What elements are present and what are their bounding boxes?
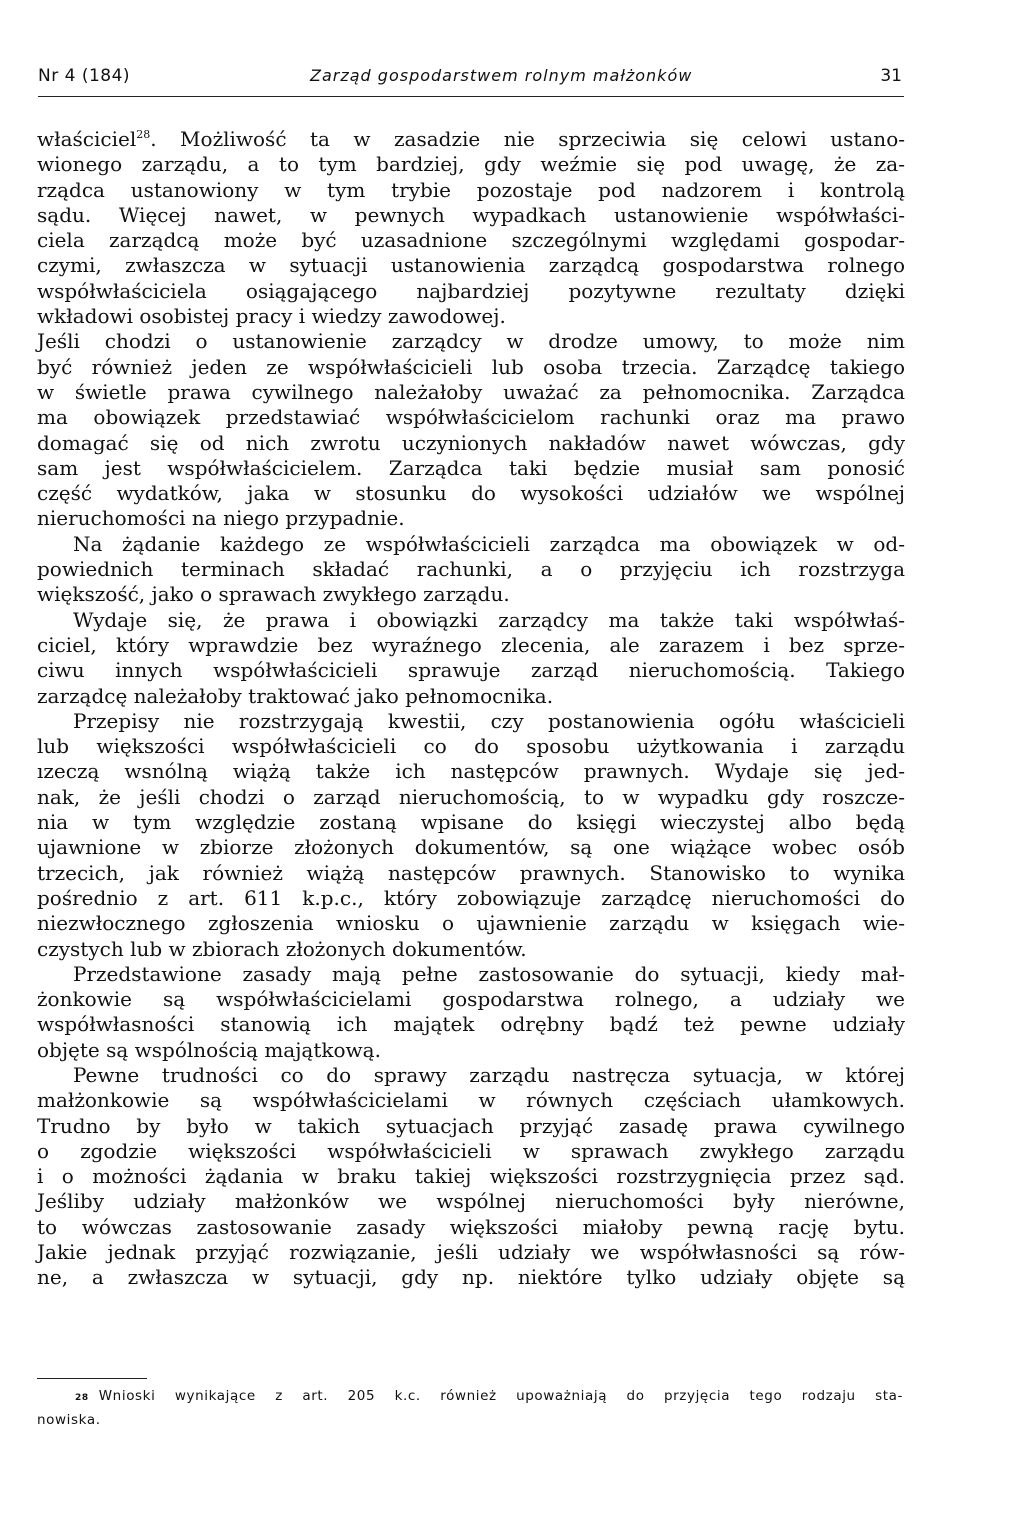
text-line: Pewne trudności co do sprawy zarządu nastręcza sytuacja, w której [73,1062,905,1087]
footnote-text: Wnioski wynikające z art. 205 k.c. również upoważniają do przyjęcia tego rodzaju sta- [98,1388,903,1404]
text-line: żonkowie są współwłaścicielami gospodarstwa rolnego, a udziały we [37,987,905,1012]
text-line: nieruchomości na niego przypadnie. [37,506,405,531]
text-line: Przedstawione zasady mają pełne zastosowanie do sytuacji, kiedy mał- [73,961,905,986]
text-line: współwłasności stanowią ich majątek odrębny bądź też pewne udziały [37,1012,905,1037]
footnote-line: nowiska. [37,1412,101,1428]
text-line: być również jeden ze współwłaścicieli lub osoba trzecia. Zarządcę takiego [37,354,905,379]
text-line: niezwłocznego zgłoszenia wniosku o ujawnienie zarządu w księgach wie- [37,911,905,936]
text-line: wionego zarządu, a to tym bardziej, gdy weźmie się pod uwagę, że za- [37,152,905,177]
text-line: Na żądanie każdego ze współwłaścicieli zarządca ma obowiązek w od- [73,531,905,556]
footnote-mark: 28 [75,1393,89,1403]
text-line [37,127,905,152]
text-line: Jeśli chodzi o ustanowienie zarządcy w drodze umowy, to może nim [37,329,905,354]
text-line: lub większości współwłaścicieli co do sposobu użytkowania i zarządu [37,734,905,759]
text-line: ma obowiązek przedstawiać współwłaścicielom rachunki oraz ma prawo [37,405,905,430]
text-line: ciciel, który wprawdzie bez wyraźnego zlecenia, ale zarazem i bez sprze- [37,632,905,657]
text-line: domagać się od nich zwrotu uczynionych nakładów nawet wówczas, gdy [37,430,905,455]
running-title: Zarząd gospodarstwem rolnym małżonków [310,66,693,85]
text-line: nak, że jeśli chodzi o zarząd nieruchomością, to w wypadku gdy roszcze- [37,784,905,809]
text-line: czystych lub w zbiorach złożonych dokumentów. [37,936,527,961]
text-line: rządca ustanowiony w tym trybie pozostaje pod nadzorem i kontrolą [37,177,905,202]
text-line: trzecich, jak również wiążą następców prawnych. Stanowisko to wynika [37,860,905,885]
text-line: objęte są wspólnością majątkową. [37,1037,381,1062]
issue-number: Nr 4 (184) [38,66,131,86]
running-header [38,62,904,97]
text-line: w świetle prawa cywilnego należałoby uważać za pełnomocnika. Zarządca [37,379,905,404]
text-line: Jeśliby udziały małżonków we wspólnej nieruchomości były nierówne, [37,1189,905,1214]
text-line: sam jest współwłaścicielem. Zarządca taki będzie musiał sam ponosić [37,455,905,480]
page-number: 31 [880,66,902,86]
text-line: sądu. Więcej nawet, w pewnych wypadkach ustanowienie współwłaści- [37,202,905,227]
text-line: powiednich terminach składać rachunki, a o przyjęciu ich rozstrzyga [37,557,905,582]
text-line: zarządcę należałoby traktować jako pełnomocnika. [37,683,554,708]
text-line: i o możności żądania w braku takiej większości rozstrzygnięcia przez sąd. [37,1164,905,1189]
text-line: Wydaje się, że prawa i obowiązki zarządcy ma także taki współwłaś- [73,607,905,632]
text-segment: właściciel [37,127,137,151]
text-line: ciwu innych współwłaścicieli sprawuje zarząd nieruchomością. Takiego [37,658,905,683]
text-segment: . Możliwość ta w zasadzie nie sprzeciwia się celowi ustano- [150,127,905,151]
body-text [37,127,905,1291]
text-line: o zgodzie większości współwłaścicieli w sprawach zwykłego zarządu [37,1138,905,1163]
text-line: część wydatków, jaka w stosunku do wysokości udziałów we wspólnej [37,481,905,506]
text-line: ızeczą wsnólną wiążą także ich następców prawnych. Wydaje się jed- [37,759,905,784]
footnote-divider [37,1378,147,1379]
text-line: nia w tym względzie zostaną wpisane do księgi wieczystej albo będą [37,810,905,835]
footnote [37,1385,903,1431]
text-line: większość, jako o sprawach zwykłego zarządu. [37,582,510,607]
text-line: to wówczas zastosowanie zasady większości miałoby pewną rację bytu. [37,1214,905,1239]
text-line: ujawnione w zbiorze złożonych dokumentów, są one wiążące wobec osób [37,835,905,860]
footnote-reference: 28 [136,128,151,141]
text-line: wkładowi osobistej pracy i wiedzy zawodowej. [37,304,506,329]
text-line: Trudno by było w takich sytuacjach przyjąć zasadę prawa cywilnego [37,1113,905,1138]
text-line: pośrednio z art. 611 k.p.c., który zobowiązuje zarządcę nieruchomości do [37,885,905,910]
text-line: współwłaściciela osiągającego najbardziej pozytywne rezultaty dzięki [37,278,905,303]
text-line: Przepisy nie rozstrzygają kwestii, czy postanowienia ogółu właścicieli [73,708,905,733]
text-line: czymi, zwłaszcza w sytuacji ustanowienia zarządcą gospodarstwa rolnego [37,253,905,278]
footnote-line [37,1385,903,1409]
text-line: Jakie jednak przyjąć rozwiązanie, jeśli udziały we współwłasności są rów- [37,1240,905,1265]
text-line: ciela zarządcą może być uzasadnione szczególnymi względami gospodar- [37,228,905,253]
text-line: małżonkowie są współwłaścicielami w równych częściach ułamkowych. [37,1088,905,1113]
text-line: ne, a zwłaszcza w sytuacji, gdy np. niektóre tylko udziały objęte są [37,1265,905,1290]
